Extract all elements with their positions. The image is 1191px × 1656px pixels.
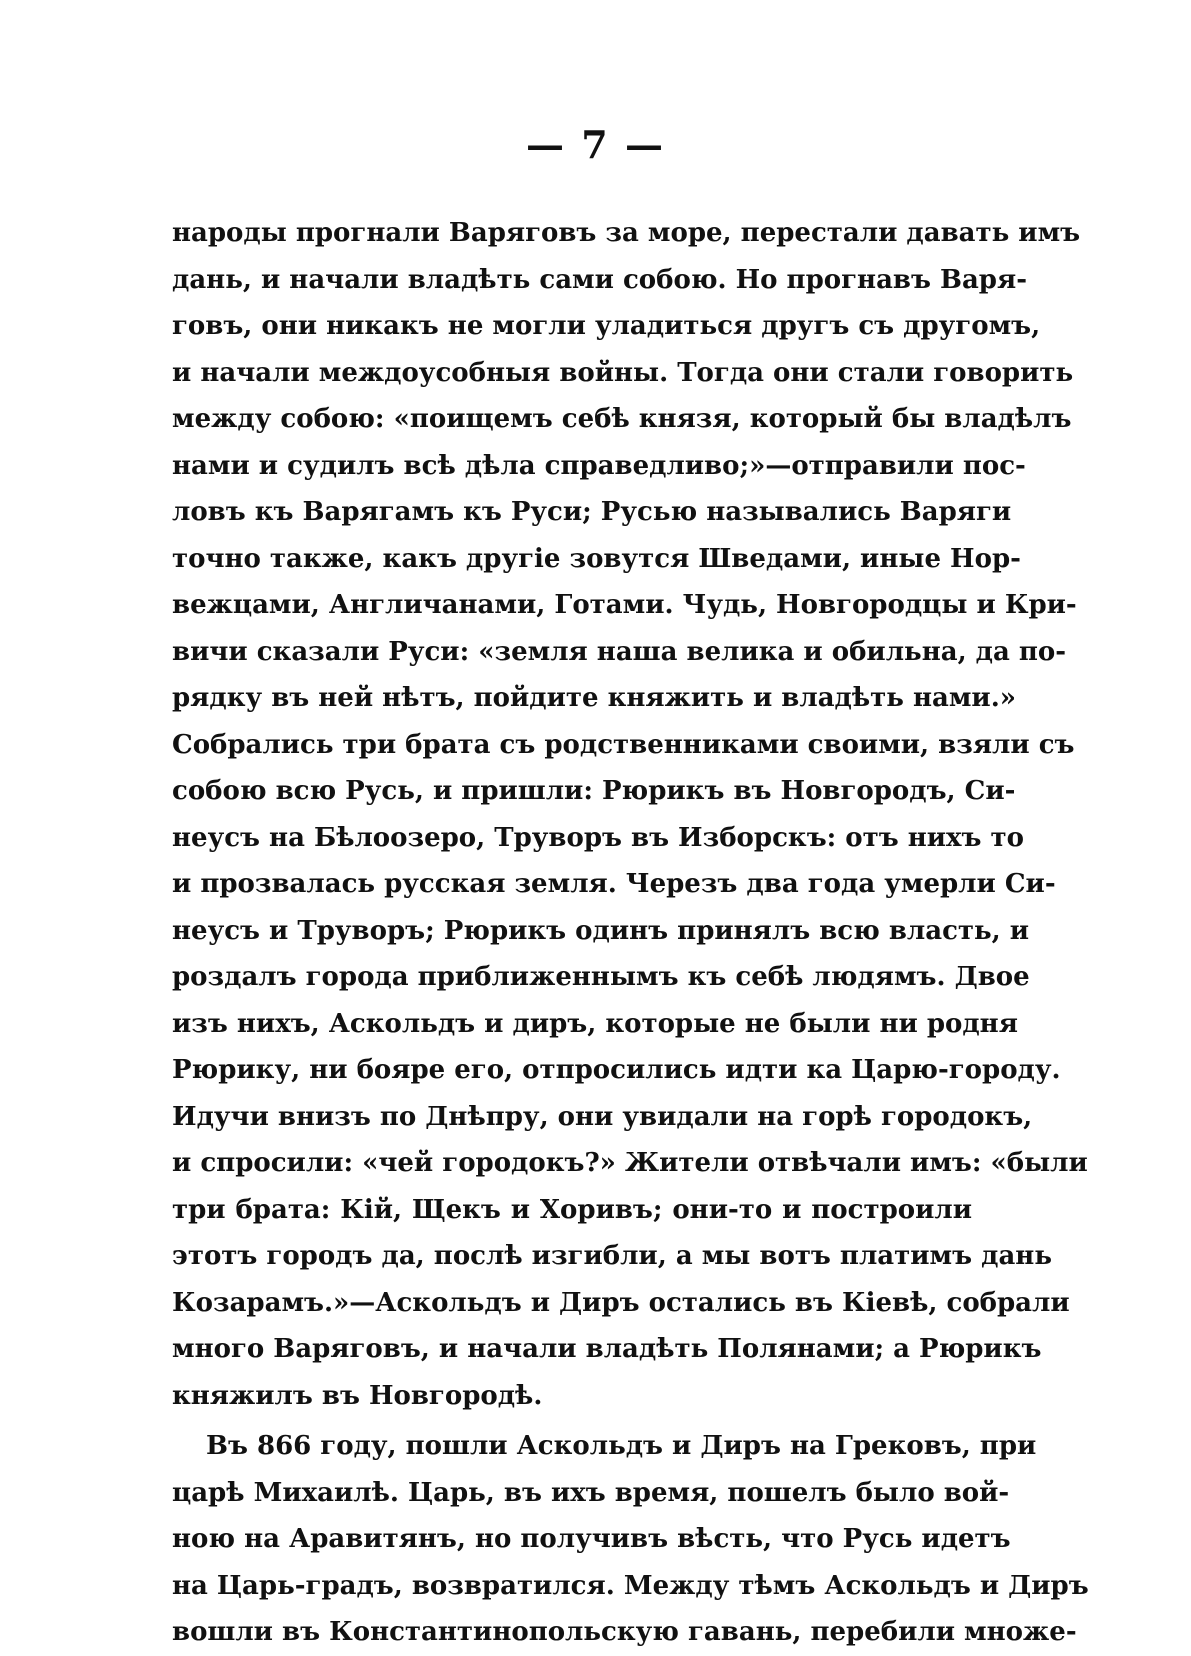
text-line: на Царь-градъ, возвратился. Между тѣмъ Аскольдъ и Диръ xyxy=(172,1570,1089,1601)
text-line: точно также, какъ другіе зовутся Шведами, иные Нор- xyxy=(172,543,1021,574)
text-line: Собрались три брата съ родственниками своими, взяли съ xyxy=(172,729,1075,760)
text-line: вошли въ Константинопольскую гавань, перебили множе- xyxy=(172,1617,1077,1647)
text-line: неусъ и Труворъ; Рюрикъ одинъ принялъ всю власть, и xyxy=(172,915,1030,946)
text-line: и прозвалась русская земля. Черезъ два года умерли Си- xyxy=(172,869,1056,899)
text-line: царѣ Михаилѣ. Царь, въ ихъ время, пошелъ было вой- xyxy=(172,1477,1010,1508)
text-line: княжилъ въ Новгородѣ. xyxy=(172,1380,543,1411)
text-line: три брата: Кій, Щекъ и Хоривъ; они-то и построили xyxy=(172,1194,972,1225)
text-line: говъ, они никакъ не могли уладиться другъ съ другомъ, xyxy=(172,311,1041,341)
paragraph xyxy=(172,210,1088,1419)
text-line: дань, и начали владѣть сами собою. Но прогнавъ Варя- xyxy=(172,264,1027,295)
text-line: ною на Аравитянъ, но получивъ вѣсть, что Русь идетъ xyxy=(172,1524,1011,1554)
text-line: вежцами, Англичанами, Готами. Чудь, Новгородцы и Кри- xyxy=(172,590,1077,620)
paragraph xyxy=(172,1423,1089,1656)
text-line: роздалъ города приближеннымъ къ себѣ людямъ. Двое xyxy=(172,962,1030,992)
text-line: между собою: «поищемъ себѣ князя, который бы владѣлъ xyxy=(172,404,1072,434)
text-line: рядку въ ней нѣтъ, пойдите княжить и владѣть нами.» xyxy=(172,683,1017,713)
text-line: нами и судилъ всѣ дѣла справедливо;»—отправили пос- xyxy=(172,450,1026,481)
text-line: много Варяговъ, и начали владѣть Полянами; а Рюрикъ xyxy=(172,1334,1042,1364)
text-line: собою всю Русь, и пришли: Рюрикъ въ Новгородъ, Си- xyxy=(172,776,1016,806)
page-number: — 7 — xyxy=(526,122,665,167)
text-line: и спросили: «чей городокъ?» Жители отвѣчали имъ: «были xyxy=(172,1148,1088,1178)
text-line: этотъ городъ да, послѣ изгибли, а мы вотъ платимъ дань xyxy=(172,1241,1052,1271)
text-line: Козарамъ.»—Аскольдъ и Диръ остались въ Кіевѣ, собрали xyxy=(172,1287,1070,1318)
text-line: ловъ къ Варягамъ къ Руси; Русью назывались Варяги xyxy=(172,497,1012,527)
text-line: Въ 866 году, пошли Аскольдъ и Диръ на Грековъ, при xyxy=(206,1431,1037,1461)
text-line: народы прогнали Варяговъ за море, перестали давать имъ xyxy=(172,218,1081,248)
text-line: вичи сказали Руси: «земля наша велика и обильна, да по- xyxy=(172,636,1067,667)
text-line: и начали междоусобныя войны. Тогда они стали говорить xyxy=(172,357,1074,388)
text-line: изъ нихъ, Аскольдъ и диръ, которые не были ни родня xyxy=(172,1008,1018,1039)
text-line: Идучи внизъ по Днѣпру, они увидали на горѣ городокъ, xyxy=(172,1101,1033,1132)
text-line: неусъ на Бѣлоозеро, Труворъ въ Изборскъ: отъ нихъ то xyxy=(172,822,1024,853)
body-text xyxy=(172,210,1089,1656)
text-line: Рюрику, ни бояре его, отпросились идти ка Царю-городу. xyxy=(172,1055,1061,1085)
